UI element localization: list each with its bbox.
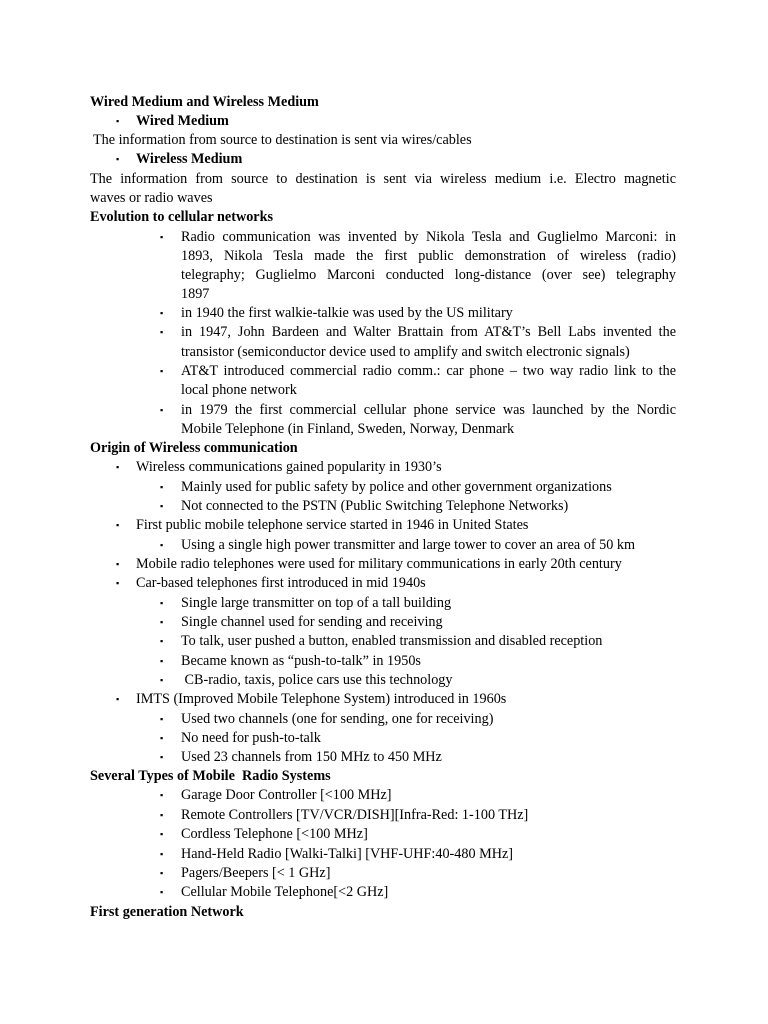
list-item-line: transistor (semiconductor device used to amplify and switch electronic signals)	[181, 344, 630, 360]
list-item-line: Mobile Telephone (in Finland, Sweden, Norway, Denmark	[181, 421, 515, 437]
section-heading-origin: Origin of Wireless communication	[90, 440, 298, 456]
list-item: Not connected to the PSTN (Public Switching Telephone Networks)	[181, 498, 569, 514]
list-item: Used two channels (one for sending, one for receiving)	[181, 711, 494, 727]
list-item: Cellular Mobile Telephone[<2 GHz]	[181, 884, 389, 900]
list-item-line: in 1979 the first commercial cellular phone service was launched by the Nordic	[181, 402, 676, 418]
list-item: Mainly used for public safety by police and other government organizations	[181, 479, 612, 495]
section-heading-wired-wireless: Wired Medium and Wireless Medium	[90, 94, 319, 110]
list-item: No need for push-to-talk	[181, 730, 321, 746]
wireless-heading: Wireless Medium	[136, 151, 243, 167]
list-item: Pagers/Beepers [< 1 GHz]	[181, 865, 331, 881]
bullet-icon: ▪	[160, 829, 164, 839]
bullet-icon: ▪	[160, 327, 164, 337]
bullet-icon: ▪	[160, 405, 164, 415]
bullet-icon: ▪	[160, 733, 164, 743]
bullet-icon: ▪	[116, 559, 120, 569]
section-heading-evolution: Evolution to cellular networks	[90, 209, 273, 225]
bullet-icon: ▪	[116, 116, 120, 126]
list-item-line: 1897	[181, 286, 210, 302]
list-item: Became known as “push-to-talk” in 1950s	[181, 653, 421, 669]
bullet-icon: ▪	[160, 656, 164, 666]
bullet-icon: ▪	[160, 232, 164, 242]
section-heading-first-generation: First generation Network	[90, 904, 244, 920]
bullet-icon: ▪	[160, 308, 164, 318]
list-item: Mobile radio telephones were used for military communications in early 20th century	[136, 556, 622, 572]
list-item-line: telegraphy; Guglielmo Marconi conducted long-distance (over see) telegraphy	[181, 267, 676, 283]
wired-text: The information from source to destination is sent via wires/cables	[93, 132, 472, 148]
bullet-icon: ▪	[160, 636, 164, 646]
list-item: Single channel used for sending and receiving	[181, 614, 443, 630]
list-item-line: local phone network	[181, 382, 297, 398]
list-item: CB-radio, taxis, police cars use this technology	[181, 672, 453, 688]
bullet-icon: ▪	[160, 540, 164, 550]
list-item: Wireless communications gained popularity in 1930’s	[136, 459, 442, 475]
bullet-icon: ▪	[160, 366, 164, 376]
wired-heading: Wired Medium	[136, 113, 229, 129]
bullet-icon: ▪	[160, 482, 164, 492]
list-item-line: in 1947, John Bardeen and Walter Brattain from AT&T’s Bell Labs invented the	[181, 324, 676, 340]
bullet-icon: ▪	[160, 790, 164, 800]
list-item: First public mobile telephone service started in 1946 in United States	[136, 517, 529, 533]
list-item: Car-based telephones first introduced in mid 1940s	[136, 575, 426, 591]
list-item: Using a single high power transmitter and large tower to cover an area of 50 km	[181, 537, 635, 553]
bullet-icon: ▪	[116, 520, 120, 530]
wireless-text-line: The information from source to destination is sent via wireless medium i.e. Electro magnetic	[90, 171, 676, 187]
list-item: IMTS (Improved Mobile Telephone System) introduced in 1960s	[136, 691, 507, 707]
list-item: Single large transmitter on top of a tall building	[181, 595, 452, 611]
bullet-icon: ▪	[160, 868, 164, 878]
bullet-icon: ▪	[160, 598, 164, 608]
bullet-icon: ▪	[116, 462, 120, 472]
bullet-icon: ▪	[160, 617, 164, 627]
list-item: Garage Door Controller [<100 MHz]	[181, 787, 392, 803]
bullet-icon: ▪	[160, 887, 164, 897]
list-item-line: 1893, Nikola Tesla made the first public demonstration of wireless (radio)	[181, 248, 676, 264]
list-item: To talk, user pushed a button, enabled transmission and disabled reception	[181, 633, 603, 649]
list-item-line: Radio communication was invented by Nikola Tesla and Guglielmo Marconi: in	[181, 229, 676, 245]
bullet-icon: ▪	[116, 578, 120, 588]
bullet-icon: ▪	[160, 714, 164, 724]
bullet-icon: ▪	[160, 810, 164, 820]
list-item: Cordless Telephone [<100 MHz]	[181, 826, 368, 842]
bullet-icon: ▪	[116, 694, 120, 704]
bullet-icon: ▪	[160, 849, 164, 859]
bullet-icon: ▪	[160, 675, 164, 685]
bullet-icon: ▪	[160, 501, 164, 511]
bullet-icon: ▪	[116, 154, 120, 164]
wireless-text-line: waves or radio waves	[90, 190, 213, 206]
list-item: Remote Controllers [TV/VCR/DISH][Infra-Red: 1-100 THz]	[181, 807, 529, 823]
list-item: Used 23 channels from 150 MHz to 450 MHz	[181, 749, 442, 765]
list-item: Hand-Held Radio [Walki-Talki] [VHF-UHF:40-480 MHz]	[181, 846, 513, 862]
list-item: in 1940 the first walkie-talkie was used by the US military	[181, 305, 513, 321]
list-item-line: AT&T introduced commercial radio comm.: car phone – two way radio link to the	[181, 363, 676, 379]
bullet-icon: ▪	[160, 752, 164, 762]
section-heading-types: Several Types of Mobile Radio Systems	[90, 768, 331, 784]
